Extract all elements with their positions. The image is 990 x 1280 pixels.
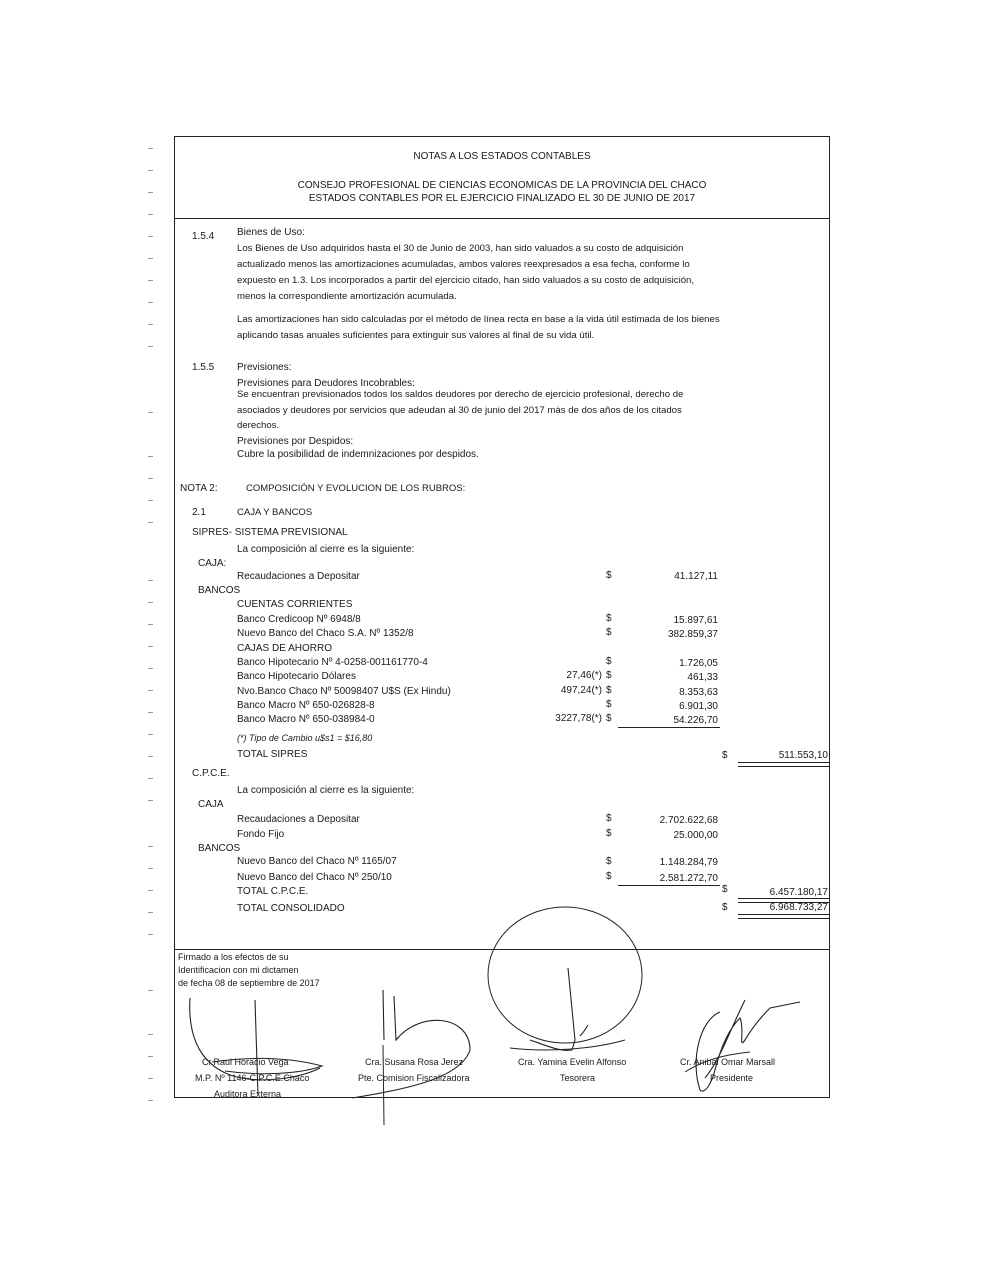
currency-symbol: $ <box>606 613 612 624</box>
subgroup-label: CUENTAS CORRIENTES <box>237 599 353 610</box>
currency-symbol: $ <box>606 685 612 696</box>
section-number: 1.5.5 <box>192 362 215 373</box>
signer-name: Cr. Anibal Omar Marsall <box>680 1057 776 1067</box>
signer-role: Presidente <box>710 1073 754 1083</box>
total-label: TOTAL CONSOLIDADO <box>237 903 345 914</box>
signer-role: Tesorera <box>560 1073 596 1083</box>
row-amount: 15.897,61 <box>673 615 718 626</box>
row-label: Recaudaciones a Depositar <box>237 571 360 582</box>
exchange-rate-note: (*) Tipo de Cambio u$s1 = $16,80 <box>237 733 373 743</box>
row-amount: 461,33 <box>687 672 718 683</box>
paragraph: Se encuentran previsionados todos los saldos deudores por derecho de ejercicio profesional, derecho de asociados y deudores por servicios que adeudan al 30 de junio del 2017 más de dos años de los citados derechos. <box>237 389 684 431</box>
row-usd: 27,46(*) <box>566 670 602 681</box>
row-amount: 8.353,63 <box>679 687 718 698</box>
group-heading: SIPRES- SISTEMA PREVISIONAL <box>192 527 348 538</box>
signer-registration: M.P. Nº 1146-C.P.C.E.Chaco <box>195 1073 310 1083</box>
note-heading: COMPOSICIÓN Y EVOLUCION DE LOS RUBROS: <box>246 483 466 494</box>
row-label: Nuevo Banco del Chaco S.A. Nº 1352/8 <box>237 628 414 639</box>
row-label: Nuevo Banco del Chaco Nº 1165/07 <box>237 856 397 867</box>
total-label: TOTAL SIPRES <box>237 749 308 760</box>
row-amount: 2.581.272,70 <box>659 873 718 884</box>
section-heading: Bienes de Uso: <box>237 227 305 238</box>
row-label: Banco Macro Nº 650-026828-8 <box>237 700 375 711</box>
subgroup-label: CAJAS DE AHORRO <box>237 643 333 654</box>
currency-symbol: $ <box>606 670 612 681</box>
row-amount: 54.226,70 <box>673 715 718 726</box>
signature-note: de fecha 08 de septiembre de 2017 <box>178 978 320 988</box>
row-amount: 1.148.284,79 <box>659 857 718 868</box>
currency-symbol: $ <box>606 699 612 710</box>
bancos-label: BANCOS <box>198 585 241 596</box>
signer-name: Cra. Susana Rosa Jerez <box>365 1057 464 1067</box>
composition-intro: La composición al cierre es la siguiente: <box>237 544 415 555</box>
row-usd: 497,24(*) <box>560 685 602 696</box>
signature-alfonso <box>530 968 588 1050</box>
bancos-label: BANCOS <box>198 843 241 854</box>
total-label: TOTAL C.P.C.E. <box>237 886 309 897</box>
section-heading: Previsiones: <box>237 362 292 373</box>
row-label: Nvo.Banco Chaco Nº 50098407 U$S (Ex Hindu) <box>237 686 451 697</box>
row-label: Banco Macro Nº 650-038984-0 <box>237 714 375 725</box>
group-heading: C.P.C.E. <box>192 768 230 779</box>
paragraph: Cubre la posibilidad de indemnizaciones por despidos. <box>237 449 479 460</box>
composition-intro: La composición al cierre es la siguiente: <box>237 785 415 796</box>
signer-name: Cra. Yamina Evelin Alfonso <box>518 1057 627 1067</box>
signature-note: Firmado a los efectos de su <box>178 952 289 962</box>
row-label: Banco Hipotecario Dólares <box>237 671 356 682</box>
note-number: NOTA 2: <box>180 483 218 494</box>
row-amount: 2.702.622,68 <box>659 815 718 826</box>
row-amount: 6.901,30 <box>679 701 718 712</box>
subheading: Previsiones para Deudores Incobrables: <box>237 378 415 389</box>
currency-symbol: $ <box>606 828 612 839</box>
report-subtitle: ESTADOS CONTABLES POR EL EJERCICIO FINALIZADO EL 30 DE JUNIO DE 2017 <box>308 193 696 204</box>
subheading: Previsiones por Despidos: <box>237 436 354 447</box>
signer-role: Auditora Externa <box>214 1089 282 1099</box>
currency-symbol: $ <box>606 871 612 882</box>
section-number: 2.1 <box>192 507 206 518</box>
row-label: Nuevo Banco del Chaco Nº 250/10 <box>237 872 392 883</box>
caja-label: CAJA <box>198 799 224 810</box>
row-usd: 3227,78(*) <box>555 713 602 724</box>
currency-symbol: $ <box>606 656 612 667</box>
total-amount: 6.968.733,27 <box>769 902 828 913</box>
currency-symbol: $ <box>606 813 612 824</box>
paragraph: Las amortizaciones han sido calculadas por el método de línea recta en base a la vida útil estimada de los bienes aplicando tasas anuales suficientes para extinguir sus valores al final de su vida útil. <box>237 314 720 341</box>
currency-symbol: $ <box>606 856 612 867</box>
signer-name: Cr.Raul Horacio Vega <box>202 1057 289 1067</box>
currency-symbol: $ <box>722 750 728 761</box>
org-name: CONSEJO PROFESIONAL DE CIENCIAS ECONOMICAS DE LA PROVINCIA DEL CHACO <box>297 180 707 191</box>
seal-circle <box>488 907 642 1043</box>
currency-symbol: $ <box>606 570 612 581</box>
currency-symbol: $ <box>606 627 612 638</box>
currency-symbol: $ <box>606 713 612 724</box>
row-label: Banco Hipotecario Nº 4-0258-001161770-4 <box>237 657 428 668</box>
signature-marsall <box>696 1000 800 1091</box>
row-amount: 41.127,11 <box>674 571 718 582</box>
signature-note: Identificacion con mi dictamen <box>178 965 299 975</box>
caja-label: CAJA: <box>198 558 227 569</box>
currency-symbol: $ <box>722 884 728 895</box>
row-amount: 1.726,05 <box>679 658 718 669</box>
row-amount: 382.859,37 <box>667 629 718 640</box>
total-amount: 511.553,10 <box>778 750 828 761</box>
total-amount: 6.457.180,17 <box>769 887 828 898</box>
row-label: Fondo Fijo <box>237 829 285 840</box>
row-label: Recaudaciones a Depositar <box>237 814 360 825</box>
currency-symbol: $ <box>722 902 728 913</box>
section-number: 1.5.4 <box>192 231 215 242</box>
row-amount: 25.000,00 <box>673 830 718 841</box>
paragraph: Los Bienes de Uso adquiridos hasta el 30 de Junio de 2003, han sido valuados a su costo de adquisición actualizado menos las amortizaciones acumuladas, ambos valores reexpresados a esa fecha, conforme lo expuesto en 1.3. Los incorporados a partir del ejercicio citado, han sido valuados a su costo de adquisición, menos la correspondiente amortización acumulada. <box>237 243 695 302</box>
section-heading: CAJA Y BANCOS <box>237 507 313 518</box>
row-label: Banco Credicoop Nº 6948/8 <box>237 614 361 625</box>
signature-jerez <box>352 990 470 1098</box>
page-title: NOTAS A LOS ESTADOS CONTABLES <box>413 151 591 162</box>
signer-role: Pte. Comision Fiscalizadora <box>358 1073 470 1083</box>
